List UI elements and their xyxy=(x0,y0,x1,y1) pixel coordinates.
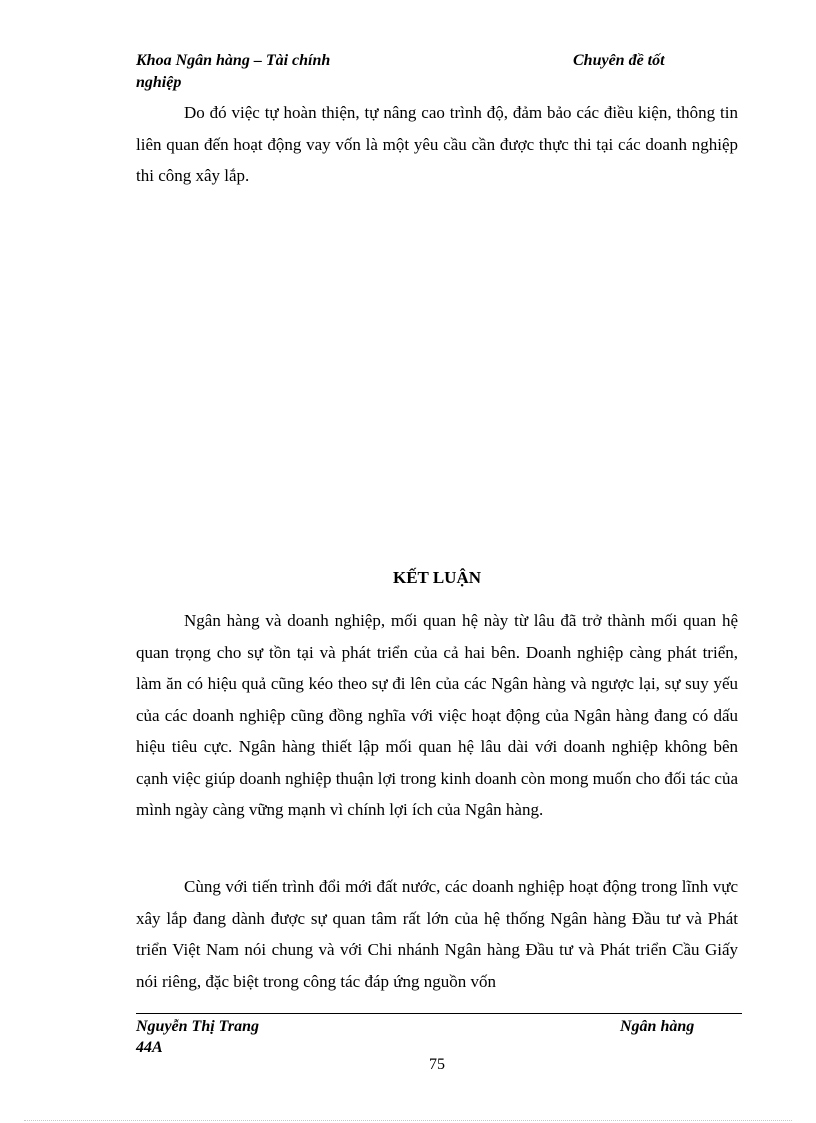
conclusion-paragraph-2: Cùng với tiến trình đổi mới đất nước, các doanh nghiệp hoạt động trong lĩnh vực xây lắp đang dành được sự quan tâm rất lớn của hệ thống Ngân hàng Đầu tư và Phát triển Việt Nam nói chung và với Chi nhánh Ngân hàng Đầu tư và Phát triển Cầu Giấy nói riêng, đặc biệt trong công tác đáp ứng nguồn vốn xyxy=(136,877,738,991)
footer-author: Nguyễn Thị Trang xyxy=(136,1018,259,1035)
header-report-type: Chuyên đề tốt xyxy=(573,52,665,69)
footer-class: 44A xyxy=(136,1039,163,1056)
intro-paragraph: Do đó việc tự hoàn thiện, tự nâng cao trình độ, đảm bảo các điều kiện, thông tin liên quan đến hoạt động vay vốn là một yêu cầu cần được thực thi tại các doanh nghiệp thi công xây lắp. xyxy=(136,103,738,185)
footer-divider xyxy=(136,1013,742,1014)
page-edge-divider xyxy=(24,1120,792,1121)
conclusion-title: KẾT LUẬN xyxy=(392,568,481,587)
header-faculty-continued: nghiệp xyxy=(136,74,182,91)
conclusion-paragraph-1: Ngân hàng và doanh nghiệp, mối quan hệ này từ lâu đã trở thành mối quan hệ quan trọng cho sự tồn tại và phát triển của cả hai bên. Doanh nghiệp càng phát triển, làm ăn có hiệu quả cũng kéo theo sự đi lên của các Ngân hàng và ngược lại, sự suy yếu của các doanh nghiệp cũng đồng nghĩa với việc hoạt động của Ngân hàng đang có dấu hiệu tiêu cực. Ngân hàng thiết lập mối quan hệ lâu dài với doanh nghiệp không bên cạnh việc giúp doanh nghiệp thuận lợi trong kinh doanh còn mong muốn cho đối tác của mình ngày càng vững mạnh vì chính lợi ích của Ngân hàng. xyxy=(136,611,738,819)
header-faculty: Khoa Ngân hàng – Tài chính xyxy=(136,52,331,69)
footer-department: Ngân hàng xyxy=(620,1018,695,1035)
page-number: 75 xyxy=(429,1056,445,1073)
